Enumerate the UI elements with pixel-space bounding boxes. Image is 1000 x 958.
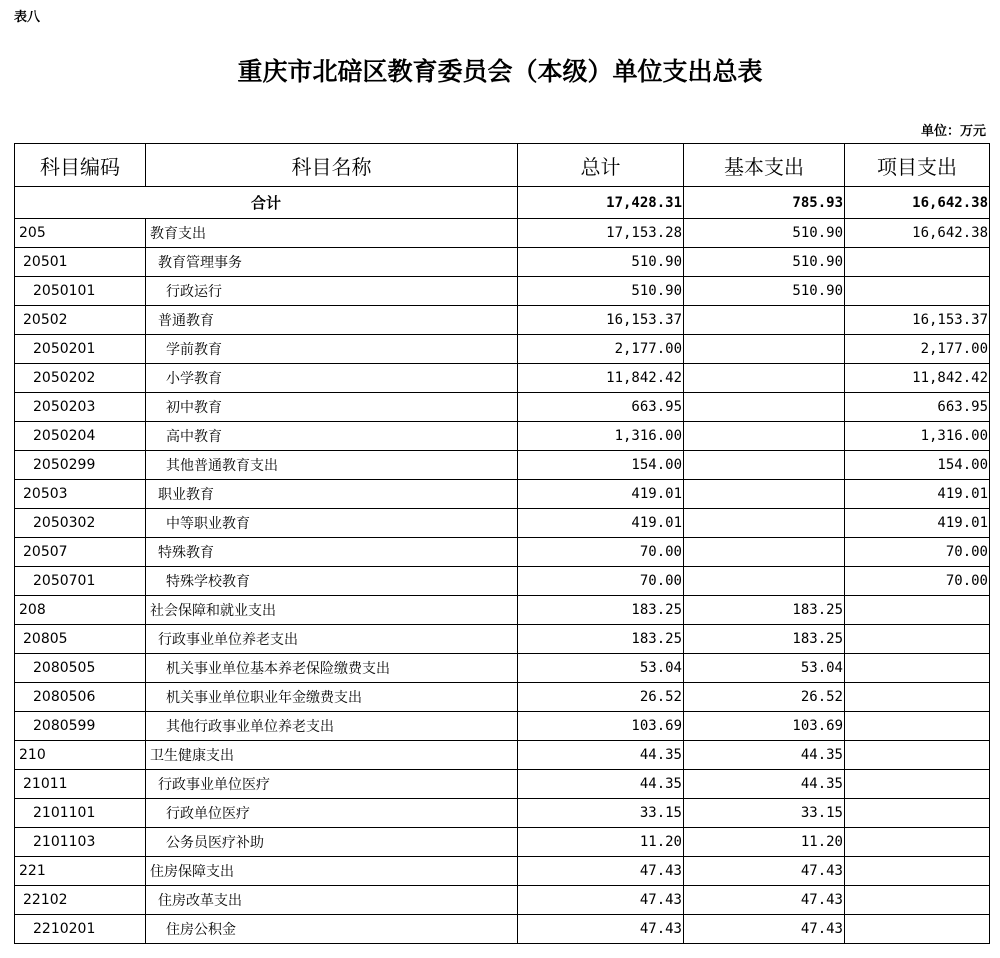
table-row — [15, 567, 990, 596]
table-row — [15, 364, 990, 393]
row-project — [845, 886, 990, 915]
row-code: 20502 — [15, 306, 146, 335]
row-basic: 33.15 — [684, 799, 845, 828]
total-row — [15, 187, 990, 219]
row-total: 17,153.28 — [518, 219, 684, 248]
row-name: 普通教育 — [146, 306, 518, 335]
row-name: 住房保障支出 — [146, 857, 518, 886]
row-name: 特殊学校教育 — [146, 567, 518, 596]
row-code: 205 — [15, 219, 146, 248]
row-code: 208 — [15, 596, 146, 625]
row-code: 21011 — [15, 770, 146, 799]
row-project — [845, 277, 990, 306]
total-project: 16,642.38 — [845, 187, 990, 219]
row-total: 44.35 — [518, 770, 684, 799]
page-title: 重庆市北碚区教育委员会（本级）单位支出总表 — [237, 57, 763, 86]
table-row — [15, 741, 990, 770]
header-total: 总计 — [518, 144, 684, 187]
row-code: 221 — [15, 857, 146, 886]
row-name: 初中教育 — [146, 393, 518, 422]
table-row — [15, 509, 990, 538]
row-total: 11.20 — [518, 828, 684, 857]
table-row — [15, 393, 990, 422]
row-basic: 26.52 — [684, 683, 845, 712]
row-total: 11,842.42 — [518, 364, 684, 393]
row-basic — [684, 538, 845, 567]
row-code: 2080599 — [15, 712, 146, 741]
table-row — [15, 683, 990, 712]
total-total: 17,428.31 — [518, 187, 684, 219]
row-code: 210 — [15, 741, 146, 770]
row-basic — [684, 306, 845, 335]
row-total: 33.15 — [518, 799, 684, 828]
row-name: 行政事业单位养老支出 — [146, 625, 518, 654]
row-code: 2101101 — [15, 799, 146, 828]
total-label: 合计 — [15, 187, 518, 219]
row-project: 16,642.38 — [845, 219, 990, 248]
row-name: 高中教育 — [146, 422, 518, 451]
row-project — [845, 683, 990, 712]
row-code: 2050701 — [15, 567, 146, 596]
row-total: 510.90 — [518, 277, 684, 306]
row-project: 419.01 — [845, 509, 990, 538]
row-basic: 103.69 — [684, 712, 845, 741]
row-project — [845, 799, 990, 828]
header-basic: 基本支出 — [684, 144, 845, 187]
row-name: 中等职业教育 — [146, 509, 518, 538]
table-row — [15, 857, 990, 886]
unit-label: 单位：万元 — [920, 124, 986, 139]
row-basic: 44.35 — [684, 741, 845, 770]
table-row — [15, 596, 990, 625]
row-name: 住房改革支出 — [146, 886, 518, 915]
table-row — [15, 451, 990, 480]
row-code: 2080506 — [15, 683, 146, 712]
row-code: 20501 — [15, 248, 146, 277]
table-row — [15, 219, 990, 248]
row-basic: 47.43 — [684, 915, 845, 944]
row-name: 机关事业单位基本养老保险缴费支出 — [146, 654, 518, 683]
row-basic: 47.43 — [684, 886, 845, 915]
row-project: 16,153.37 — [845, 306, 990, 335]
table-row — [15, 770, 990, 799]
row-name: 行政单位医疗 — [146, 799, 518, 828]
row-total: 1,316.00 — [518, 422, 684, 451]
row-name: 特殊教育 — [146, 538, 518, 567]
row-project — [845, 654, 990, 683]
row-project — [845, 712, 990, 741]
row-total: 183.25 — [518, 625, 684, 654]
table-row — [15, 335, 990, 364]
row-total: 70.00 — [518, 538, 684, 567]
row-code: 20507 — [15, 538, 146, 567]
row-name: 行政运行 — [146, 277, 518, 306]
row-name: 住房公积金 — [146, 915, 518, 944]
row-basic: 183.25 — [684, 625, 845, 654]
row-basic — [684, 364, 845, 393]
row-basic — [684, 451, 845, 480]
table-row — [15, 654, 990, 683]
row-total: 510.90 — [518, 248, 684, 277]
row-project — [845, 625, 990, 654]
row-total: 2,177.00 — [518, 335, 684, 364]
row-total: 70.00 — [518, 567, 684, 596]
row-name: 机关事业单位职业年金缴费支出 — [146, 683, 518, 712]
row-basic: 11.20 — [684, 828, 845, 857]
table-row — [15, 480, 990, 509]
header-name: 科目名称 — [146, 144, 518, 187]
header-code: 科目编码 — [15, 144, 146, 187]
row-project — [845, 915, 990, 944]
row-code: 2050203 — [15, 393, 146, 422]
row-total: 154.00 — [518, 451, 684, 480]
table-row — [15, 712, 990, 741]
row-code: 2050204 — [15, 422, 146, 451]
table-row — [15, 886, 990, 915]
row-basic — [684, 480, 845, 509]
row-code: 2080505 — [15, 654, 146, 683]
row-project — [845, 770, 990, 799]
row-name: 小学教育 — [146, 364, 518, 393]
row-total: 183.25 — [518, 596, 684, 625]
expenditure-table — [14, 143, 990, 944]
table-row — [15, 799, 990, 828]
row-total: 103.69 — [518, 712, 684, 741]
row-code: 2050302 — [15, 509, 146, 538]
row-name: 社会保障和就业支出 — [146, 596, 518, 625]
row-basic: 510.90 — [684, 219, 845, 248]
row-code: 2210201 — [15, 915, 146, 944]
total-basic: 785.93 — [684, 187, 845, 219]
row-code: 22102 — [15, 886, 146, 915]
table-row — [15, 277, 990, 306]
header-project: 项目支出 — [845, 144, 990, 187]
row-total: 47.43 — [518, 857, 684, 886]
table-row — [15, 915, 990, 944]
row-code: 2050299 — [15, 451, 146, 480]
row-name: 教育管理事务 — [146, 248, 518, 277]
row-basic — [684, 422, 845, 451]
table-number-tag: 表八 — [14, 10, 41, 25]
row-total: 47.43 — [518, 915, 684, 944]
row-project: 2,177.00 — [845, 335, 990, 364]
row-total: 663.95 — [518, 393, 684, 422]
row-basic — [684, 393, 845, 422]
row-project — [845, 857, 990, 886]
row-project: 663.95 — [845, 393, 990, 422]
row-project — [845, 596, 990, 625]
row-code: 20805 — [15, 625, 146, 654]
row-project: 70.00 — [845, 538, 990, 567]
row-total: 47.43 — [518, 886, 684, 915]
row-total: 53.04 — [518, 654, 684, 683]
table-row — [15, 422, 990, 451]
row-basic — [684, 567, 845, 596]
row-name: 学前教育 — [146, 335, 518, 364]
row-basic: 510.90 — [684, 248, 845, 277]
table-row — [15, 538, 990, 567]
row-project — [845, 828, 990, 857]
row-name: 其他行政事业单位养老支出 — [146, 712, 518, 741]
row-code: 2050202 — [15, 364, 146, 393]
row-name: 职业教育 — [146, 480, 518, 509]
row-name: 其他普通教育支出 — [146, 451, 518, 480]
row-project — [845, 248, 990, 277]
row-basic — [684, 509, 845, 538]
row-project: 419.01 — [845, 480, 990, 509]
row-project: 11,842.42 — [845, 364, 990, 393]
table-row — [15, 248, 990, 277]
header-row — [15, 144, 990, 187]
row-code: 20503 — [15, 480, 146, 509]
row-basic: 53.04 — [684, 654, 845, 683]
row-basic: 47.43 — [684, 857, 845, 886]
row-name: 教育支出 — [146, 219, 518, 248]
row-basic — [684, 335, 845, 364]
row-project: 154.00 — [845, 451, 990, 480]
row-basic: 510.90 — [684, 277, 845, 306]
row-name: 行政事业单位医疗 — [146, 770, 518, 799]
row-total: 44.35 — [518, 741, 684, 770]
table-row — [15, 306, 990, 335]
row-total: 419.01 — [518, 509, 684, 538]
row-total: 26.52 — [518, 683, 684, 712]
row-basic: 44.35 — [684, 770, 845, 799]
table-row — [15, 828, 990, 857]
row-total: 419.01 — [518, 480, 684, 509]
row-project: 1,316.00 — [845, 422, 990, 451]
row-project — [845, 741, 990, 770]
row-name: 公务员医疗补助 — [146, 828, 518, 857]
row-code: 2050201 — [15, 335, 146, 364]
table-row — [15, 625, 990, 654]
row-project: 70.00 — [845, 567, 990, 596]
row-basic: 183.25 — [684, 596, 845, 625]
row-code: 2050101 — [15, 277, 146, 306]
row-name: 卫生健康支出 — [146, 741, 518, 770]
row-total: 16,153.37 — [518, 306, 684, 335]
table-body — [15, 187, 990, 944]
row-code: 2101103 — [15, 828, 146, 857]
